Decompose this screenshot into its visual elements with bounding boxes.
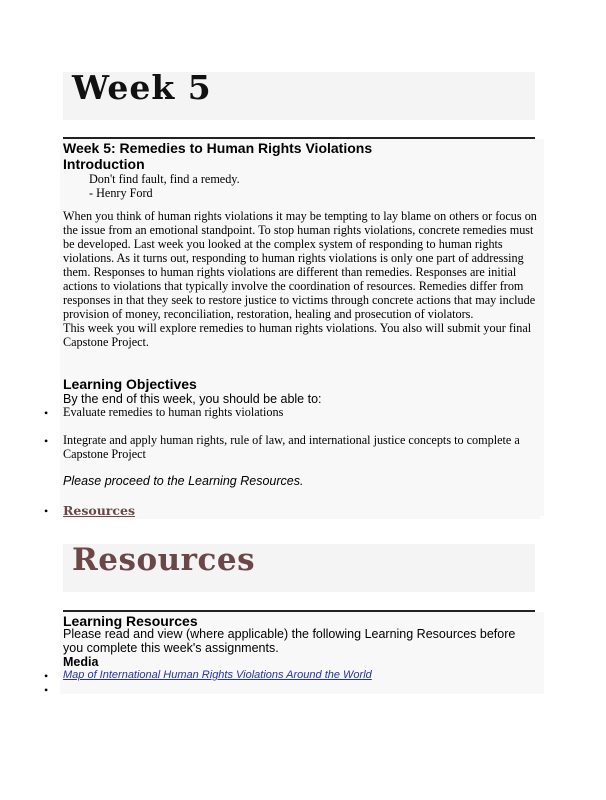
bullet: • — [44, 669, 49, 683]
bullet: • — [44, 406, 49, 420]
bullet: • — [44, 504, 49, 518]
intro-paragraph-2: This week you will explore remedies to human rights violations. You also will submit your final Capstone Project. — [63, 321, 532, 349]
list-item: Evaluate remedies to human rights violations — [63, 405, 284, 419]
resources-link[interactable]: Resources — [63, 503, 135, 518]
week-title: Week 5 — [72, 68, 212, 107]
media-heading: Media — [63, 655, 99, 669]
quote: Don't find fault, find a remedy. — [89, 172, 240, 186]
intro-paragraph: When you think of human rights violations it may be tempting to lay blame on others or focus on the issue from an emotional standpoint. To stop human rights violations, concrete remedies must be developed. Last week you looked at the complex system of responding to human rights violations. As it turns out, responding to human rights violations is only one part of addressing them. Responses to human rights violations are different than remedies. Responses are initial actions to violations that typically involve the coordination of resources. Remedies differ from responses in that they seek to restore justice to victims through concrete actions that may include provision of money, reconciliation, restoration, healing and prosecution of violators. — [63, 209, 537, 321]
list-item: Integrate and apply human rights, rule of law, and international justice concepts to complete a Capstone Project — [63, 433, 520, 461]
objectives-heading: Learning Objectives — [63, 376, 197, 392]
resources-title: Resources — [72, 542, 256, 578]
quote-author: - Henry Ford — [89, 186, 153, 200]
bullet: • — [44, 434, 49, 448]
resources-intro: Please read and view (where applicable) the following Learning Resources before you complete this week's assignments. — [63, 627, 516, 655]
section-heading: Week 5: Remedies to Human Rights Violations — [63, 140, 373, 156]
bullet: • — [44, 683, 49, 697]
map-link[interactable]: Map of International Human Rights Violations Around the World — [63, 669, 372, 681]
objectives-intro: By the end of this week, you should be able to: — [63, 392, 322, 406]
intro-heading: Introduction — [63, 156, 145, 172]
proceed-note: Please proceed to the Learning Resources. — [63, 474, 304, 488]
learning-resources-heading: Learning Resources — [63, 613, 198, 629]
